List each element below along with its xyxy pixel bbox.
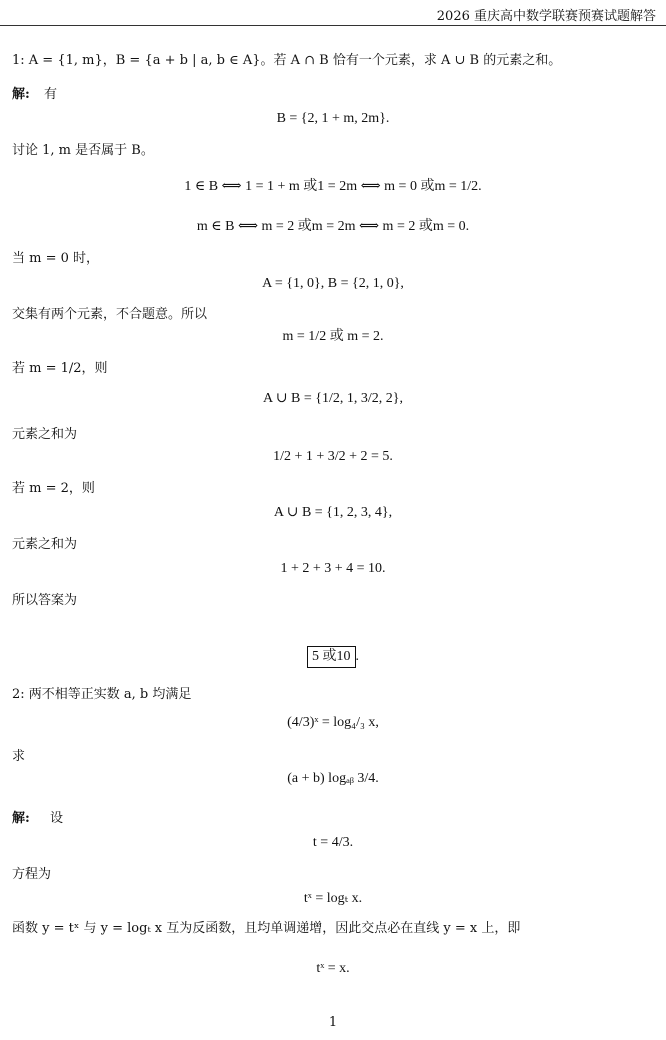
equation-sum-half: 1/2 + 1 + 3/2 + 2 = 5. — [273, 449, 393, 464]
ask-text: 求 — [12, 749, 26, 764]
equation-final: tˣ = x. — [316, 961, 350, 976]
equation-label: 方程为 — [12, 867, 52, 882]
when-m-zero-text: 当 m = 0 时， — [12, 251, 100, 266]
problem-1-solution-intro — [12, 86, 57, 104]
equation-m-values: m = 1/2 或 m = 2. — [282, 329, 384, 344]
equation-case-1: 1 ∈ B ⟺ 1 = 1 + m 或1 = 2m ⟺ m = 0 或m = 1/2. — [184, 179, 482, 194]
sum-label-2: 元素之和为 — [12, 537, 78, 552]
answer-box: 5 或10 — [307, 646, 356, 668]
header-title: 2026 重庆高中数学联赛预赛试题解答 — [436, 9, 656, 24]
equation-target: (a + b) logₐᵦ 3/4. — [287, 771, 379, 786]
solution-label-2: 解: — [12, 811, 30, 826]
final-answer: 5 或10 . — [0, 646, 666, 668]
equation-B: B = {2, 1 + m, 2m}. — [276, 111, 390, 126]
problem-2-statement: 2: 两不相等正实数 a, b 均满足 — [12, 687, 192, 702]
problem-1-statement: 1: A = {1, m}，B = {a + b | a, b ∈ A}。若 A ∩ B 恰有一个元素，求 A ∪ B 的元素之和。 — [12, 53, 562, 68]
equation-given: (4/3)ˣ = log₄/₃ x, — [287, 715, 379, 730]
page-number: 1 — [328, 1015, 338, 1030]
problem-2-solution-intro — [12, 810, 63, 828]
let-text: 设 — [49, 811, 63, 826]
if-m-two-text: 若 m = 2，则 — [12, 481, 95, 496]
equation-transformed: tˣ = logₜ x. — [303, 891, 363, 906]
equation-union-two: A ∪ B = {1, 2, 3, 4}, — [273, 505, 393, 520]
conclusion-text: 所以答案为 — [12, 593, 78, 608]
sum-label-1: 元素之和为 — [12, 427, 78, 442]
page-header — [0, 0, 666, 26]
equation-sum-two: 1 + 2 + 3 + 4 = 10. — [280, 561, 386, 576]
reject-text: 交集有两个元素，不合题意。所以 — [12, 307, 208, 322]
discussion-text: 讨论 1, m 是否属于 B。 — [12, 143, 154, 158]
equation-union-half: A ∪ B = {1/2, 1, 3/2, 2}, — [262, 391, 404, 406]
reason-text: 函数 y = tˣ 与 y = logₜ x 互为反函数，且均单调递增，因此交点必在直线 y = x 上，即 — [12, 921, 521, 936]
equation-t: t = 4/3. — [312, 835, 354, 850]
solution-label: 解: — [12, 87, 30, 102]
equation-m-zero-sets: A = {1, 0}, B = {2, 1, 0}, — [262, 276, 404, 291]
if-m-half-text: 若 m = 1/2，则 — [12, 361, 108, 376]
solution-intro-text: 有 — [43, 87, 57, 102]
equation-case-2: m ∈ B ⟺ m = 2 或m = 2m ⟺ m = 2 或m = 0. — [196, 219, 470, 234]
